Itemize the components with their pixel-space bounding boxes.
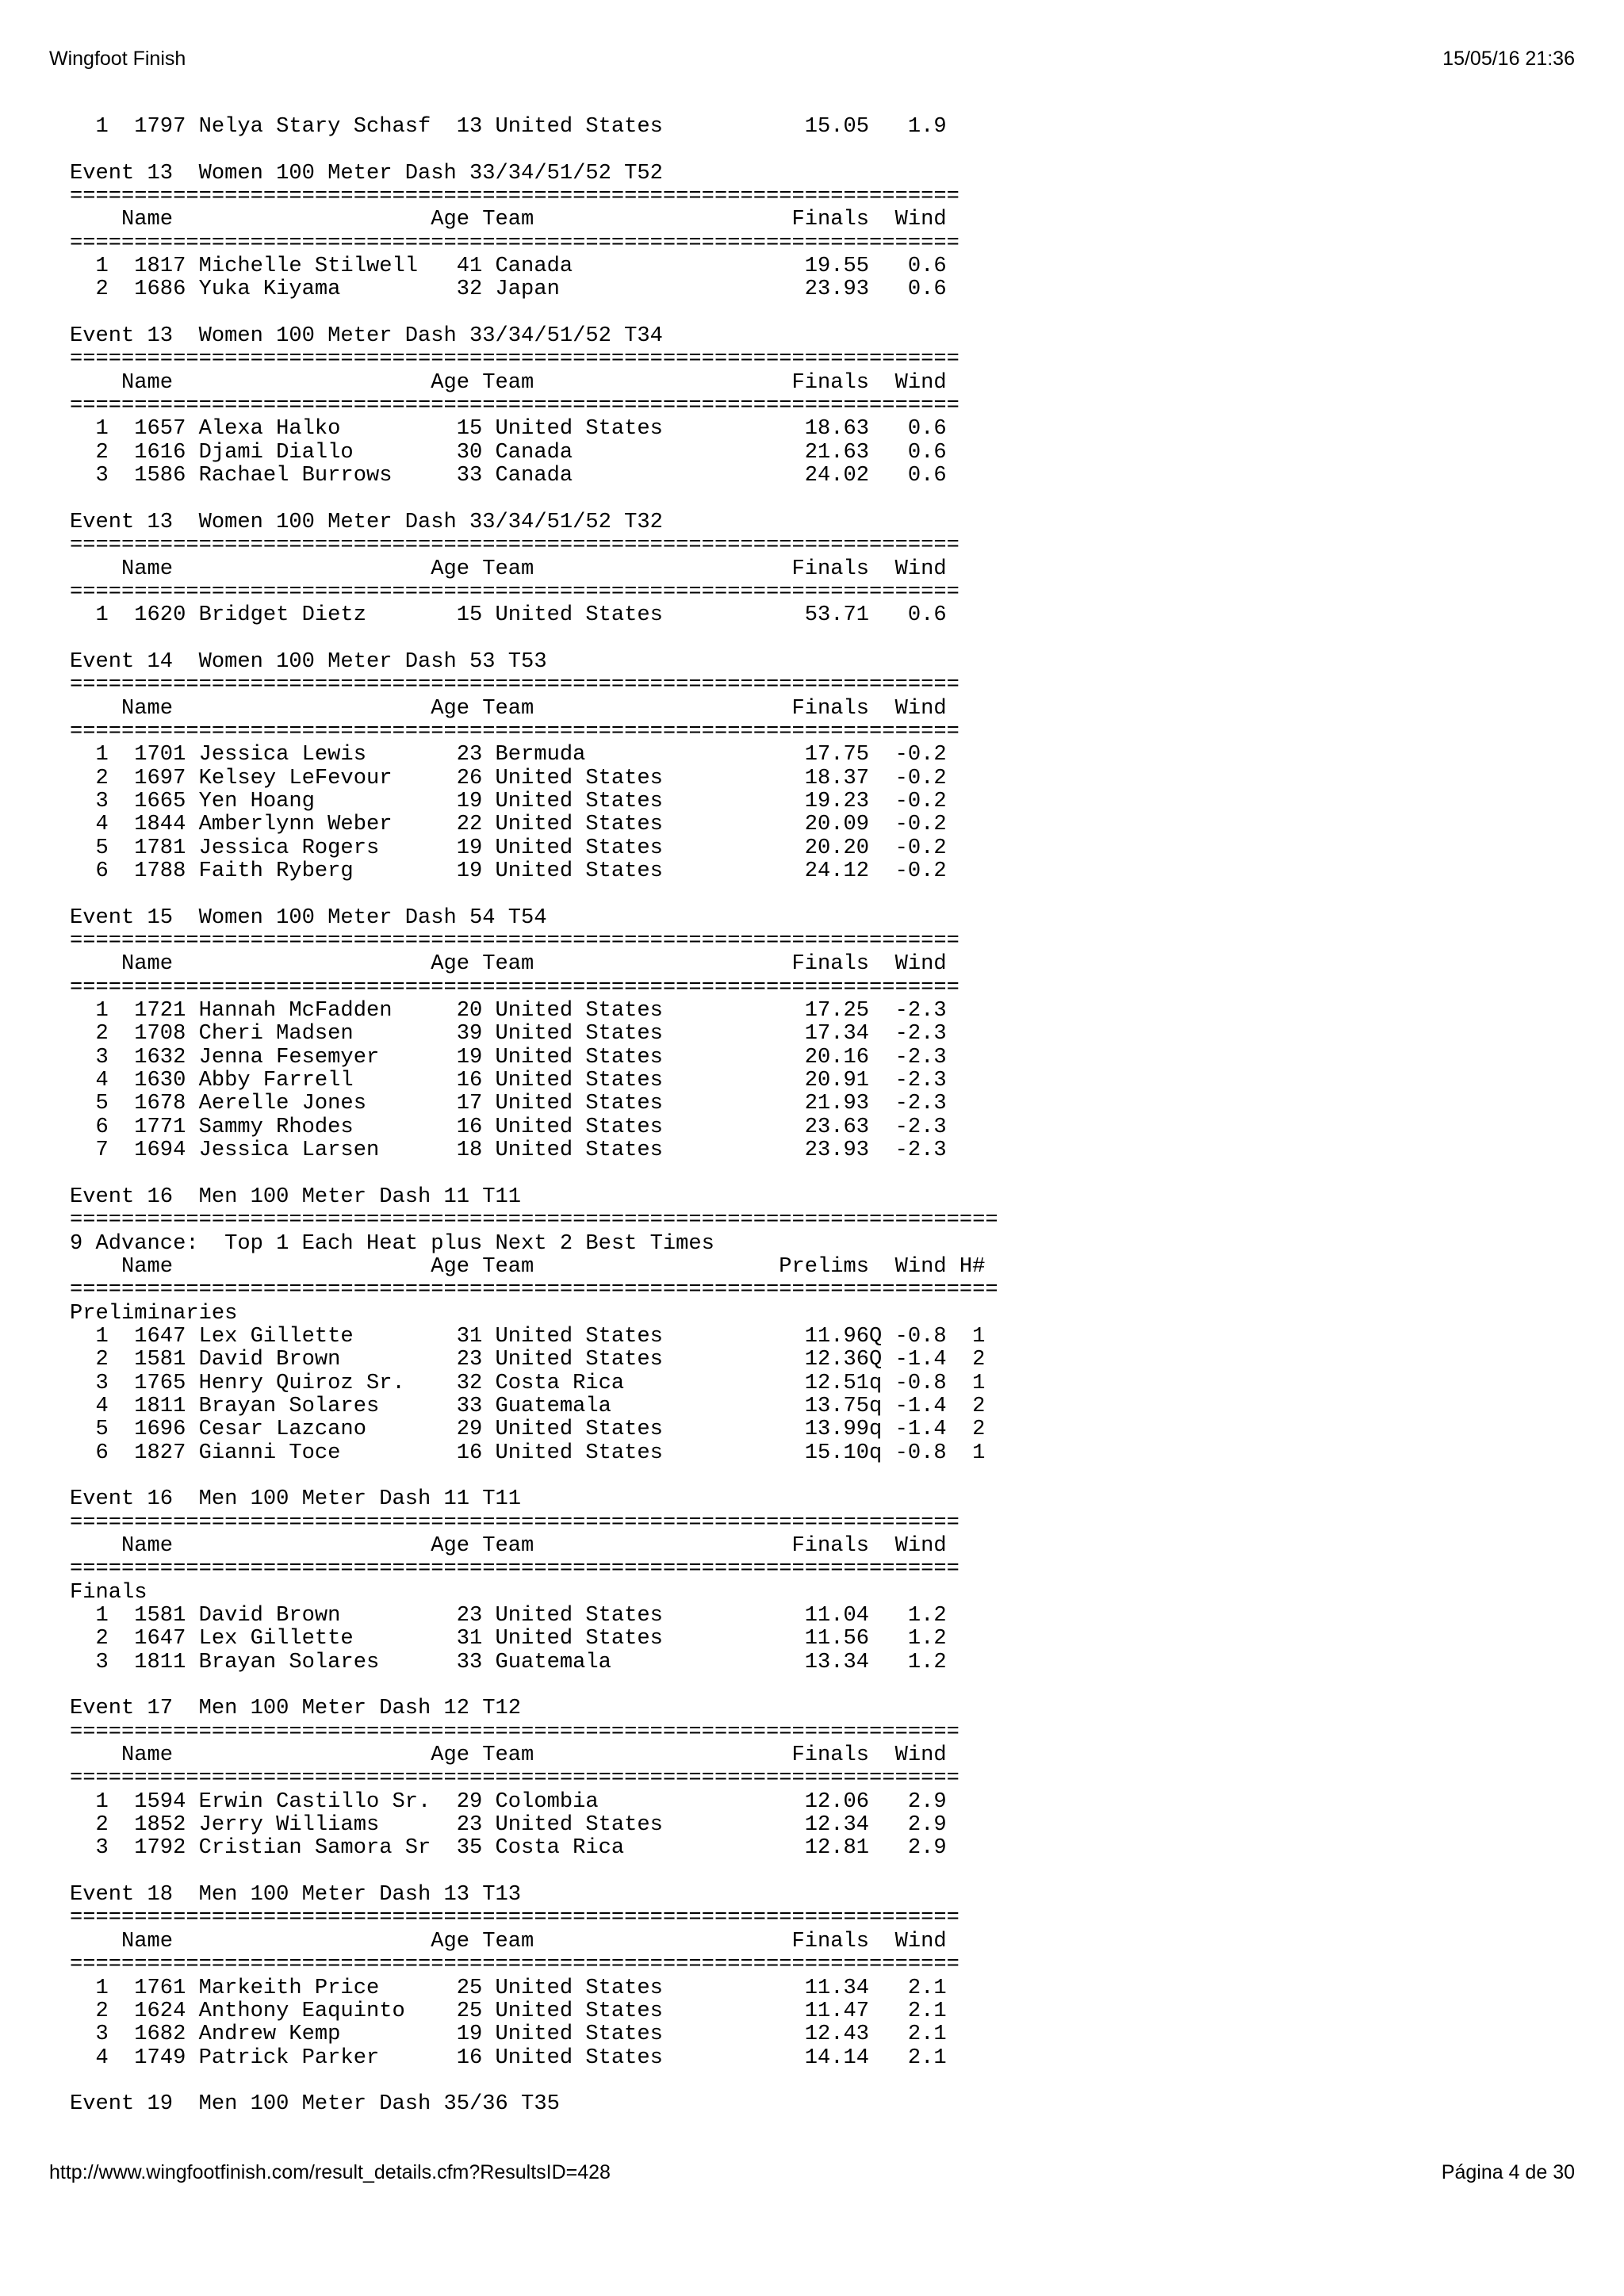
column-header: Name Age Team Finals Wind xyxy=(70,951,947,977)
separator-line: ======================================================================== xyxy=(70,1207,998,1233)
separator-line: ===================================================================== xyxy=(70,346,959,372)
event-heading: Event 17 Men 100 Meter Dash 12 T12 xyxy=(70,1696,522,1721)
column-header: Name Age Team Finals Wind xyxy=(70,1743,947,1768)
text-line: Preliminaries xyxy=(70,1300,238,1326)
result-row: 2 1624 Anthony Eaquinto 25 United States 11.47 2.1 xyxy=(70,1998,947,2023)
event-heading: Event 13 Women 100 Meter Dash 33/34/51/52 T32 xyxy=(70,509,663,534)
result-row: 1 1817 Michelle Stilwell 41 Canada 19.55 0.6 xyxy=(70,254,947,279)
column-header: Name Age Team Prelims Wind H# xyxy=(70,1253,986,1279)
result-row: 3 1811 Brayan Solares 33 Guatemala 13.34 1.2 xyxy=(70,1649,947,1674)
result-row: 1 1620 Bridget Dietz 15 United States 53.71 0.6 xyxy=(70,603,947,628)
blank-line xyxy=(70,138,998,161)
separator-line: ===================================================================== xyxy=(70,393,959,419)
results-listing xyxy=(70,115,998,2116)
result-row: 1 1594 Erwin Castillo Sr. 29 Colombia 12.06 2.9 xyxy=(70,1789,947,1814)
result-row: 1 1701 Jessica Lewis 23 Bermuda 17.75 -0.2 xyxy=(70,742,947,767)
separator-line: ===================================================================== xyxy=(70,1952,959,1977)
separator-line: ===================================================================== xyxy=(70,672,959,698)
separator-line: ===================================================================== xyxy=(70,579,959,604)
event-heading: Event 13 Women 100 Meter Dash 33/34/51/52 T52 xyxy=(70,160,663,186)
column-header: Name Age Team Finals Wind xyxy=(70,369,947,395)
blank-line xyxy=(70,488,998,511)
result-row: 1 1657 Alexa Halko 15 United States 18.63 0.6 xyxy=(70,416,947,442)
footer-page-number: Página 4 de 30 xyxy=(1441,2161,1575,2183)
blank-line xyxy=(70,2069,998,2092)
blank-line xyxy=(70,1860,998,1883)
result-row: 3 1632 Jenna Fesemyer 19 United States 20.16 -2.3 xyxy=(70,1044,947,1070)
event-heading: Event 15 Women 100 Meter Dash 54 T54 xyxy=(70,905,547,930)
result-row: 3 1792 Cristian Samora Sr 35 Costa Rica 12.81 2.9 xyxy=(70,1835,947,1861)
result-row: 3 1765 Henry Quiroz Sr. 32 Costa Rica 12.51q -0.8 1 xyxy=(70,1370,986,1395)
result-row: 1 1581 David Brown 23 United States 11.04 1.2 xyxy=(70,1603,947,1628)
separator-line: ===================================================================== xyxy=(70,1556,959,1582)
header-datetime: 15/05/16 21:36 xyxy=(1442,48,1575,70)
blank-line xyxy=(70,1161,998,1184)
separator-line: ===================================================================== xyxy=(70,1510,959,1535)
blank-line xyxy=(70,1464,998,1487)
result-row: 7 1694 Jessica Larsen 18 United States 23.93 -2.3 xyxy=(70,1138,947,1163)
text-line: 9 Advance: Top 1 Each Heat plus Next 2 Best Times xyxy=(70,1230,714,1256)
separator-line: ===================================================================== xyxy=(70,1905,959,1931)
result-row: 6 1771 Sammy Rhodes 16 United States 23.63 -2.3 xyxy=(70,1114,947,1139)
blank-line xyxy=(70,1674,998,1697)
separator-line: ===================================================================== xyxy=(70,974,959,1000)
result-row: 2 1852 Jerry Williams 23 United States 12.34 2.9 xyxy=(70,1812,947,1838)
header-site-title: Wingfoot Finish xyxy=(49,48,186,70)
event-heading: Event 19 Men 100 Meter Dash 35/36 T35 xyxy=(70,2091,560,2117)
event-heading: Event 14 Women 100 Meter Dash 53 T53 xyxy=(70,649,547,674)
result-row: 2 1616 Djami Diallo 30 Canada 21.63 0.6 xyxy=(70,439,947,465)
result-row: 6 1827 Gianni Toce 16 United States 15.10q -0.8 1 xyxy=(70,1440,986,1465)
separator-line: ===================================================================== xyxy=(70,184,959,209)
footer-url: http://www.wingfootfinish.com/result_details.cfm?ResultsID=428 xyxy=(49,2161,611,2183)
result-row: 1 1721 Hannah McFadden 20 United States 17.25 -2.3 xyxy=(70,998,947,1024)
separator-line: ===================================================================== xyxy=(70,1719,959,1744)
separator-line: ===================================================================== xyxy=(70,230,959,255)
column-header: Name Age Team Finals Wind xyxy=(70,695,947,721)
result-row: 2 1686 Yuka Kiyama 32 Japan 23.93 0.6 xyxy=(70,277,947,302)
result-row: 2 1647 Lex Gillette 31 United States 11.56 1.2 xyxy=(70,1626,947,1651)
result-row: 1 1647 Lex Gillette 31 United States 11.96Q -0.8 1 xyxy=(70,1323,986,1349)
result-row: 1 1761 Markeith Price 25 United States 11.34 2.1 xyxy=(70,1975,947,2000)
separator-line: ===================================================================== xyxy=(70,1766,959,1791)
blank-line xyxy=(70,301,998,324)
column-header: Name Age Team Finals Wind xyxy=(70,207,947,232)
blank-line xyxy=(70,882,998,905)
column-header: Name Age Team Finals Wind xyxy=(70,556,947,581)
result-row: 3 1665 Yen Hoang 19 United States 19.23 -0.2 xyxy=(70,788,947,813)
result-row: 4 1630 Abby Farrell 16 United States 20.91 -2.3 xyxy=(70,1068,947,1093)
result-row: 5 1678 Aerelle Jones 17 United States 21.93 -2.3 xyxy=(70,1091,947,1116)
result-row: 2 1708 Cheri Madsen 39 United States 17.34 -2.3 xyxy=(70,1021,947,1047)
result-row: 2 1697 Kelsey LeFevour 26 United States 18.37 -0.2 xyxy=(70,765,947,790)
column-header: Name Age Team Finals Wind xyxy=(70,1928,947,1954)
result-row: 4 1844 Amberlynn Weber 22 United States 20.09 -0.2 xyxy=(70,812,947,837)
separator-line: ======================================================================== xyxy=(70,1277,998,1303)
separator-line: ===================================================================== xyxy=(70,533,959,558)
event-heading: Event 16 Men 100 Meter Dash 11 T11 xyxy=(70,1184,522,1209)
result-row: 5 1781 Jessica Rogers 19 United States 20.20 -0.2 xyxy=(70,835,947,860)
result-row: 4 1749 Patrick Parker 16 United States 14.14 2.1 xyxy=(70,2045,947,2070)
result-row: 6 1788 Faith Ryberg 19 United States 24.12 -0.2 xyxy=(70,859,947,883)
event-heading: Event 18 Men 100 Meter Dash 13 T13 xyxy=(70,1882,522,1908)
separator-line: ===================================================================== xyxy=(70,928,959,954)
result-row: 3 1586 Rachael Burrows 33 Canada 24.02 0.6 xyxy=(70,463,947,488)
result-row: 4 1811 Brayan Solares 33 Guatemala 13.75q -1.4 2 xyxy=(70,1393,986,1418)
result-row: 5 1696 Cesar Lazcano 29 United States 13.99q -1.4 2 xyxy=(70,1417,986,1442)
result-row: 1 1797 Nelya Stary Schasf 13 United States 15.05 1.9 xyxy=(70,114,947,139)
result-row: 2 1581 David Brown 23 United States 12.36Q -1.4 2 xyxy=(70,1347,986,1372)
separator-line: ===================================================================== xyxy=(70,718,959,744)
result-row: 3 1682 Andrew Kemp 19 United States 12.43 2.1 xyxy=(70,2022,947,2047)
event-heading: Event 13 Women 100 Meter Dash 33/34/51/52 T34 xyxy=(70,323,663,349)
event-heading: Event 16 Men 100 Meter Dash 11 T11 xyxy=(70,1487,522,1512)
blank-line xyxy=(70,627,998,650)
column-header: Name Age Team Finals Wind xyxy=(70,1533,947,1558)
text-line: Finals xyxy=(70,1579,147,1605)
